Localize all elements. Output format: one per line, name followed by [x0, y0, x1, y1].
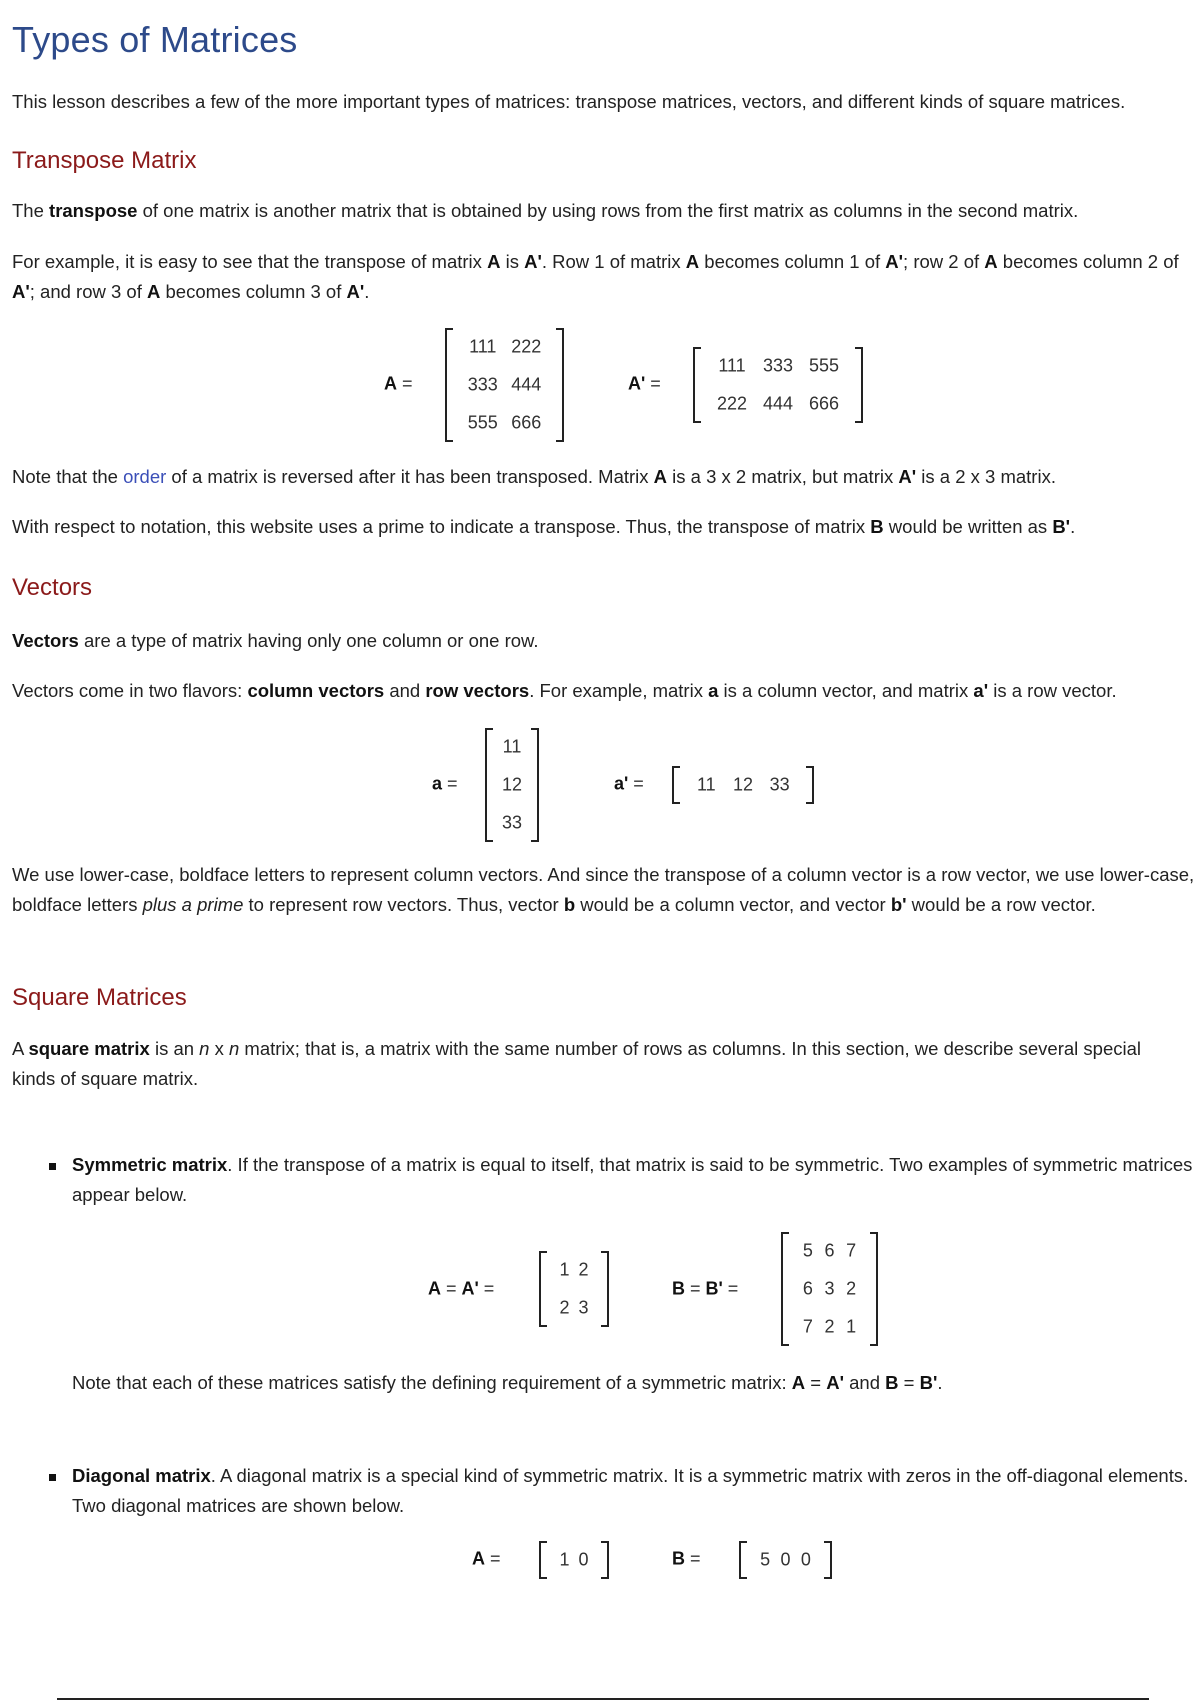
diagonal-matrix-a — [539, 1541, 609, 1579]
left-bracket — [693, 347, 701, 423]
right-bracket — [601, 1251, 609, 1327]
matrix-cell: 444 — [511, 374, 542, 395]
right-bracket — [824, 1541, 832, 1579]
transpose-term: transpose — [49, 200, 138, 221]
matrix-cell: 666 — [808, 393, 840, 414]
symmetric-matrix-a — [539, 1251, 609, 1327]
left-bracket — [672, 766, 680, 804]
matrix-cell: 2 — [578, 1259, 589, 1280]
matrix-cell: 111 — [469, 336, 497, 357]
vectors-heading: Vectors — [12, 574, 93, 601]
symmetric-matrix-b — [781, 1232, 878, 1346]
diagonal-a-label: A = — [472, 1548, 501, 1569]
left-bracket — [781, 1232, 789, 1346]
vectors-definition: Vectors are a type of matrix having only one column or one row. — [12, 630, 539, 651]
row-vector-label: a' = — [614, 773, 644, 794]
matrix-cell: 1 — [559, 1549, 570, 1570]
matrix-cell: 2 — [846, 1278, 857, 1299]
matrix-cell: 0 — [578, 1549, 589, 1570]
matrix-cell: 555 — [808, 355, 840, 376]
bullet-marker — [49, 1474, 56, 1481]
matrix-cell: 222 — [716, 393, 748, 414]
left-bracket — [539, 1541, 547, 1579]
matrix-cell: 555 — [467, 412, 498, 433]
matrix-cell: 333 — [467, 374, 498, 395]
matrix-cell: 7 — [846, 1240, 857, 1261]
page-title: Types of Matrices — [12, 19, 298, 60]
matrix-cell: 33 — [501, 812, 523, 833]
symmetric-note: Note that each of these matrices satisfy the defining requirement of a symmetric matrix: A = A' and B = B'. — [72, 1372, 943, 1393]
notation-paragraph: With respect to notation, this website uses a prime to indicate a transpose. Thus, the transpose of matrix B would be written as B'. — [12, 516, 1076, 537]
matrix-cell: 2 — [559, 1297, 570, 1318]
diagonal-matrix-b — [739, 1541, 832, 1579]
matrix-a — [445, 328, 564, 442]
matrix-cell: 333 — [762, 355, 794, 376]
matrix-cell: 1 — [846, 1316, 857, 1337]
matrix-cell: 0 — [800, 1549, 811, 1570]
transpose-definition: The transpose of one matrix is another matrix that is obtained by using rows from the first matrix as columns in the second matrix. — [12, 200, 1079, 221]
matrix-cell: 3 — [578, 1297, 589, 1318]
right-bracket — [531, 728, 539, 842]
matrix-cell: 111 — [718, 355, 746, 376]
vectors-flavors: Vectors come in two flavors: column vectors and row vectors. For example, matrix a is a column vector, and matrix a' is a row vector. — [12, 680, 1117, 701]
right-bracket — [855, 347, 863, 423]
matrix-cell: 666 — [511, 412, 542, 433]
left-bracket — [739, 1541, 747, 1579]
matrix-cell: 0 — [780, 1549, 791, 1570]
order-note: Note that the order of a matrix is reversed after it has been transposed. Matrix A is a 3 x 2 matrix, but matrix A' is a 2 x 3 matrix. — [12, 466, 1056, 487]
matrix-cell: 33 — [769, 774, 790, 795]
column-vector-a — [485, 728, 539, 842]
right-bracket — [806, 766, 814, 804]
symmetric-a-label: A = A' = — [428, 1278, 495, 1299]
lesson-page — [12, 0, 1198, 1570]
matrix-cell: 5 — [760, 1549, 771, 1570]
matrix-cell: 12 — [732, 774, 754, 795]
matrix-cell: 11 — [502, 736, 522, 757]
matrix-cell: 6 — [802, 1278, 813, 1299]
symmetric-b-label: B = B' = — [672, 1278, 739, 1299]
left-bracket — [485, 728, 493, 842]
matrix-a-transpose — [693, 347, 863, 423]
right-bracket — [556, 328, 564, 442]
transpose-heading: Transpose Matrix — [12, 147, 197, 174]
right-bracket — [601, 1541, 609, 1579]
order-link[interactable]: order — [123, 466, 167, 487]
matrix-a-transpose-label: A' = — [628, 373, 661, 394]
bullet-marker — [49, 1163, 56, 1170]
matrix-cell: 6 — [824, 1240, 835, 1261]
matrix-cell: 3 — [824, 1278, 835, 1299]
matrix-cell: 12 — [501, 774, 523, 795]
diagonal-b-label: B = — [672, 1548, 701, 1569]
matrix-a-label: A = — [384, 373, 413, 394]
square-matrix-definition: A square matrix is an n x n matrix; that is, a matrix with the same number of rows as columns. In this section, we describe several special kinds of square matrix. — [12, 1038, 1142, 1089]
transpose-example-paragraph: For example, it is easy to see that the transpose of matrix A is A'. Row 1 of matrix A becomes column 1 of A'; row 2 of A becomes column 2 of A'; and row 3 of A becomes column 3 of A'. — [12, 251, 1179, 302]
diagonal-matrix-item: Diagonal matrix. A diagonal matrix is a special kind of symmetric matrix. It is a symmetric matrix with zeros in the off-diagonal elements. Two diagonal matrices are shown below. — [72, 1465, 1189, 1516]
matrix-cell: 444 — [762, 393, 794, 414]
right-bracket — [870, 1232, 878, 1346]
symmetric-matrix-item: Symmetric matrix. If the transpose of a matrix is equal to itself, that matrix is said to be symmetric. Two examples of symmetric matrices appear below. — [72, 1154, 1193, 1205]
matrix-cell: 5 — [802, 1240, 813, 1261]
left-bracket — [539, 1251, 547, 1327]
matrix-cell: 7 — [802, 1316, 813, 1337]
matrix-cell: 1 — [559, 1259, 570, 1280]
row-vector-a-prime — [672, 766, 814, 804]
matrix-cell: 2 — [824, 1316, 835, 1337]
column-vector-label: a = — [432, 773, 458, 794]
intro-paragraph: This lesson describes a few of the more important types of matrices: transpose matrices, vectors, and different kinds of square matrices. — [12, 91, 1126, 112]
left-bracket — [445, 328, 453, 442]
matrix-cell: 222 — [511, 336, 542, 357]
vector-notation-paragraph: We use lower-case, boldface letters to represent column vectors. And since the transpose of a column vector is a row vector, we use lower-case, boldface letters plus a prime to represent row vectors. Thus, vector b would be a column vector, and vector b' would be a row vector. — [12, 864, 1195, 915]
square-matrices-heading: Square Matrices — [12, 984, 187, 1011]
matrix-cell: 11 — [696, 774, 716, 795]
